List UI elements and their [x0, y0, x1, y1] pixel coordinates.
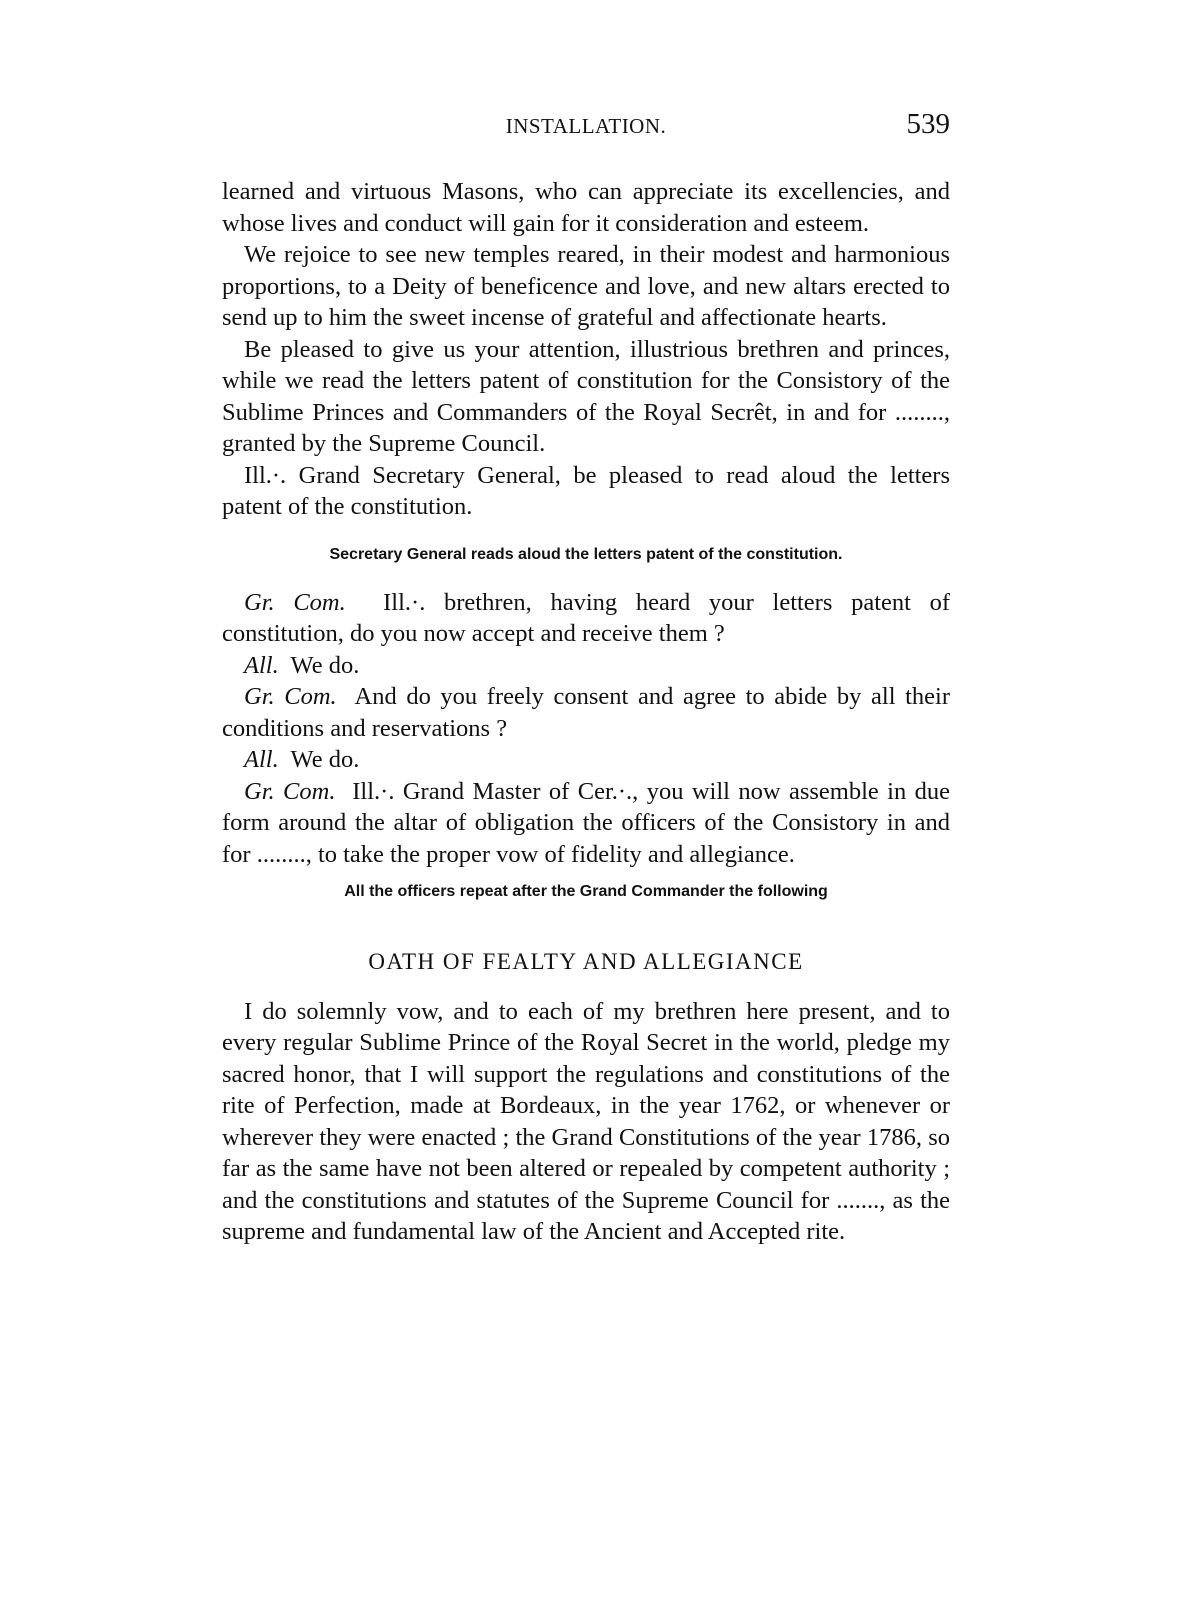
paragraph-1: learned and virtuous Masons, who can appreciate its excellencies, and whose lives and conduct will gain for it consideration and esteem.	[222, 178, 950, 237]
dialogue-text: Ill.·. Grand Master of Cer.·., you will now assemble in due form around the altar of obligation the officers of the Consistory in and for ........, to take the proper vow of fidelity and allegiance.	[222, 777, 951, 868]
dialogue-line-1	[222, 587, 950, 650]
page-number: 539	[906, 108, 950, 140]
section-title: OATH OF FEALTY AND ALLEGIANCE	[368, 949, 804, 974]
stage-direction-2: All the officers repeat after the Grand Commander the following	[344, 883, 828, 900]
body-text	[222, 176, 950, 1248]
dialogue-text: We do.	[290, 651, 360, 679]
dialogue-text: Ill.·. brethren, having heard your letters patent of constitution, do you now accept and receive them ?	[222, 588, 951, 647]
dialogue-text: We do.	[290, 746, 360, 773]
dialogue-line-3	[222, 681, 950, 744]
speaker-label: All.	[244, 651, 279, 679]
dialogue-line-2	[222, 650, 950, 682]
running-head: INSTALLATION.	[505, 114, 667, 138]
dialogue-line-4	[222, 744, 950, 776]
speaker-label: Gr. Com.	[244, 683, 337, 710]
stage-direction-1: Secretary General reads aloud the letters patent of the constitution.	[329, 545, 843, 563]
page-header	[222, 108, 950, 148]
paragraph-4: Ill.·. Grand Secretary General, be pleased to read aloud the letters patent of the constitution.	[222, 461, 950, 520]
speaker-label: Gr. Com.	[244, 588, 346, 616]
dialogue-text: And do you freely consent and agree to abide by all their conditions and reservations ?	[222, 683, 951, 742]
dialogue-line-5	[222, 776, 950, 871]
paragraph-2: We rejoice to see new temples reared, in their modest and harmonious proportions, to a Deity of beneficence and love, and new altars erected to send up to him the sweet incense of grateful and affectionate hearts.	[222, 241, 950, 331]
speaker-label: Gr. Com.	[244, 777, 336, 805]
paragraph-3: Be pleased to give us your attention, illustrious brethren and princes, while we read the letters patent of constitution for the Consistory of the Sublime Princes and Commanders of the Royal Secrêt, in and for ........, granted by the Supreme Council.	[222, 335, 950, 457]
oath-text: I do solemnly vow, and to each of my brethren here present, and to every regular Sublime Prince of the Royal Secret in the world, pledge my sacred honor, that I will support the regulations and constitutions of the rite of Perfection, made at Bordeaux, in the year 1762, or whenever or wherever they were enacted ; the Grand Constitutions of the year 1786, so far as the same have not been altered or repealed by competent authority ; and the constitutions and statutes of the Supreme Council for ......., as the supreme and fundamental law of the Ancient and Accepted rite.	[222, 997, 950, 1245]
speaker-label: All.	[244, 746, 279, 773]
